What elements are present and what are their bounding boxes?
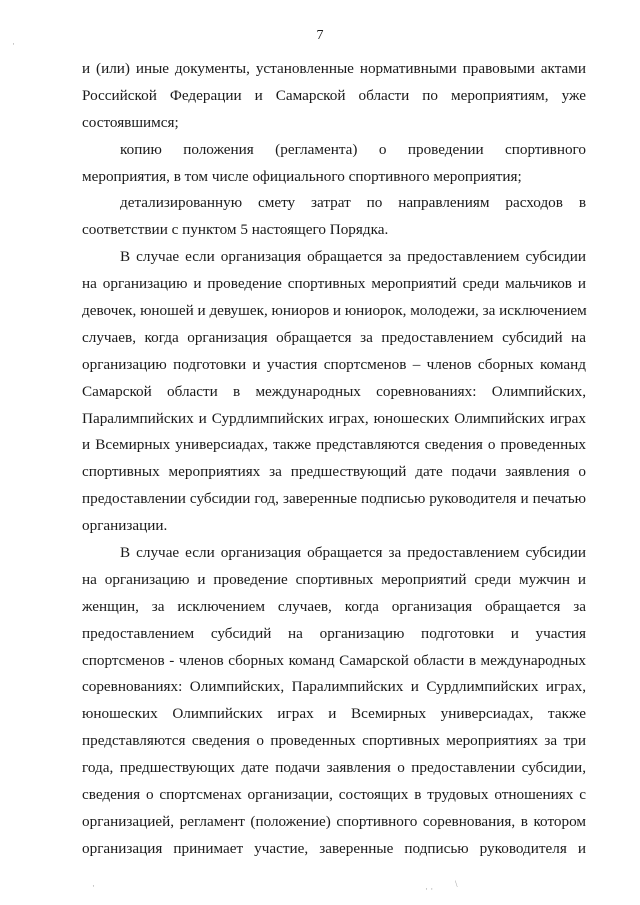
text-line: Паралимпийских и Сурдлимпийских играх, юношеских Олимпийских играх [82,409,586,427]
text-line: предоставлении субсидии год, заверенные подписью руководителя и печатью [82,490,586,508]
text-line: состоявшимся; [82,113,179,131]
text-line: предоставлением субсидий на организацию подготовки и участия [82,624,586,642]
text-line: спортсменов - членов сборных команд Самарской области в международных [82,651,586,669]
text-line: детализированную смету затрат по направлениям расходов в [120,194,586,212]
text-line: соревнованиях: Олимпийских, Паралимпийских и Сурдлимпийских играх, [82,678,586,696]
text-line: представляются сведения о проведенных спортивных мероприятиях за три [82,732,586,750]
text-line: организацию подготовки и участия спортсменов – членов сборных команд [82,355,586,373]
scan-artifact: · [92,881,95,891]
text-line: женщин, за исключением случаев, когда организация обращается за [82,597,586,615]
text-line: Российской Федерации и Самарской области по мероприятиям, уже [82,86,586,104]
text-line: года, предшествующих дате подачи заявления о предоставлении субсидии, [82,759,586,777]
text-line: на организацию и проведение спортивных мероприятий среди мужчин и [82,570,586,588]
text-line: копию положения (регламента) о проведении спортивного [120,140,586,158]
scan-artifact: · · [425,884,434,894]
text-line: на организацию и проведение спортивных мероприятий среди мальчиков и [82,275,586,293]
scan-artifact: · [12,39,15,49]
document-body [82,56,586,863]
text-line: организация принимает участие, заверенные подписью руководителя и [82,839,586,857]
page-number: 7 [316,28,324,43]
text-line: случаев, когда организация обращается за предоставлением субсидий на [82,328,586,346]
scan-artifact: \ [455,879,458,889]
text-line: В случае если организация обращается за предоставлением субсидии [120,544,586,562]
text-line: и Всемирных универсиадах, также представляются сведения о проведенных [82,436,586,454]
text-line: и (или) иные документы, установленные нормативными правовыми актами [82,60,586,77]
text-line: Самарской области в международных соревнованиях: Олимпийских, [82,382,586,400]
text-line: спортивных мероприятиях за предшествующий дате подачи заявления о [82,463,586,481]
text-line: мероприятия, в том числе официального спортивного мероприятия; [82,167,522,185]
text-line: юношеских Олимпийских играх и Всемирных универсиадах, также [82,705,586,723]
text-line: девочек, юношей и девушек, юниоров и юниорок, молодежи, за исключением [82,302,587,320]
text-line: В случае если организация обращается за предоставлением субсидии [120,248,586,266]
text-line: сведения о спортсменах организации, состоящих в трудовых отношениях с [82,786,586,804]
text-line: организацией, регламент (положение) спортивного соревнования, в котором [82,812,586,830]
text-line: соответствии с пунктом 5 настоящего Порядка. [82,221,389,239]
text-line: организации. [82,517,168,535]
